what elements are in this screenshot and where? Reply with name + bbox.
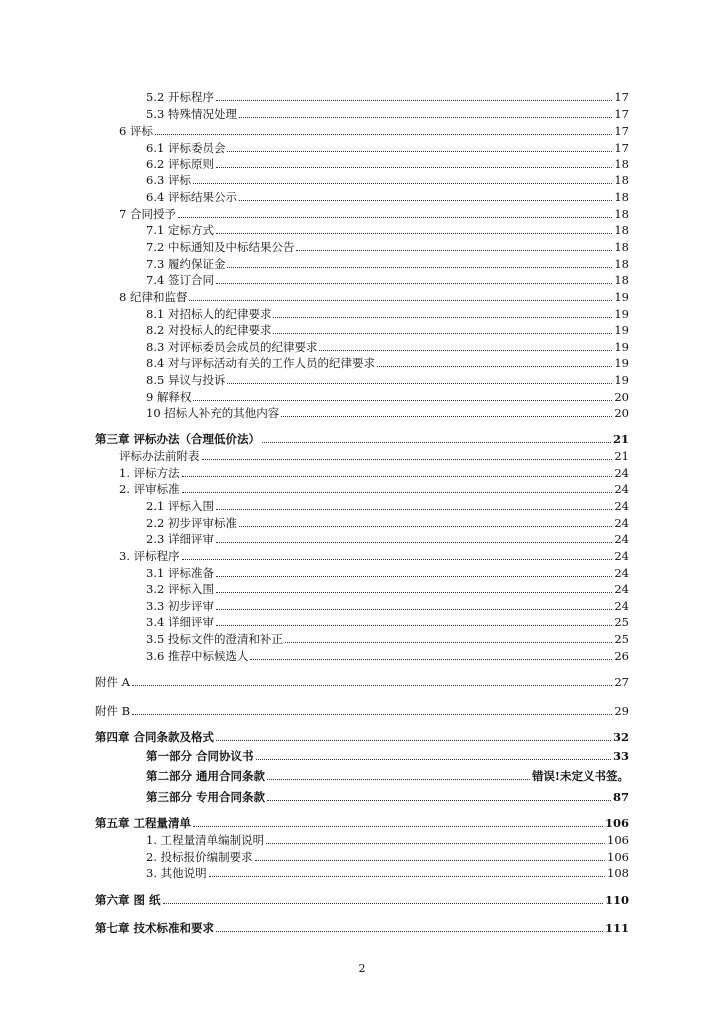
toc-entry-page: 18 bbox=[614, 240, 629, 254]
toc-entry-label: 5.3 特殊情况处理 bbox=[146, 107, 237, 121]
dot-leader bbox=[189, 286, 612, 301]
toc-entry-page: 24 bbox=[614, 499, 629, 513]
toc-entry[interactable] bbox=[146, 748, 629, 763]
toc-entry-label: 7.2 中标通知及中标结果公告 bbox=[146, 240, 295, 254]
toc-entry-page: 18 bbox=[614, 273, 629, 287]
dot-leader bbox=[267, 765, 530, 780]
page-number: 2 bbox=[358, 962, 366, 975]
dot-leader bbox=[267, 786, 611, 801]
toc-entry-label: 2.2 初步评审标准 bbox=[146, 516, 237, 530]
dot-leader bbox=[319, 336, 612, 351]
dot-leader bbox=[155, 120, 612, 135]
toc-entry-label: 6 评标 bbox=[119, 124, 153, 138]
toc-entry-label: 2. 投标报价编制要求 bbox=[146, 850, 253, 864]
toc-entry-page: 24 bbox=[614, 599, 629, 613]
toc-entry-label: 3.2 评标入围 bbox=[146, 582, 214, 596]
toc-entry[interactable] bbox=[95, 703, 629, 718]
toc-entry-page: 29 bbox=[614, 704, 629, 718]
toc-entry-label: 附件 A bbox=[95, 675, 130, 689]
toc-entry[interactable] bbox=[119, 289, 629, 304]
toc-entry-page: 24 bbox=[614, 549, 629, 563]
toc-entry-label: 3.1 评标准备 bbox=[146, 566, 214, 580]
dot-leader bbox=[216, 726, 611, 741]
toc-entry-label: 8.3 对评标委员会成员的纪律要求 bbox=[146, 340, 318, 354]
toc-entry-page: 19 bbox=[614, 323, 629, 337]
toc-entry-label: 6.1 评标委员会 bbox=[146, 141, 226, 155]
toc-entry-label: 3.6 推荐中标候选人 bbox=[146, 649, 249, 663]
toc-entry-page: 24 bbox=[614, 566, 629, 580]
dot-leader bbox=[377, 352, 612, 367]
toc-entry-label: 第一部分 合同协议书 bbox=[146, 749, 254, 763]
toc-entry-label: 评标办法前附表 bbox=[119, 449, 200, 463]
toc-entry-label: 第七章 技术标准和要求 bbox=[95, 921, 215, 935]
toc-entry-label: 6.2 评标原则 bbox=[146, 157, 214, 171]
dot-leader bbox=[273, 319, 612, 334]
dot-leader bbox=[193, 386, 612, 401]
dot-leader bbox=[202, 445, 613, 460]
toc-entry[interactable] bbox=[146, 222, 629, 237]
dot-leader bbox=[266, 829, 605, 844]
toc-entry[interactable] bbox=[146, 106, 629, 121]
dot-leader bbox=[227, 369, 612, 384]
toc-entry-page: 106 bbox=[607, 850, 629, 864]
dot-leader bbox=[132, 671, 612, 686]
toc-entry-page: 17 bbox=[614, 124, 629, 138]
toc-entry-label: 8 纪律和监督 bbox=[119, 290, 188, 304]
toc-entry-label: 第四章 合同条款及格式 bbox=[95, 730, 215, 744]
toc-entry-label: 10 招标人补充的其他内容 bbox=[146, 406, 280, 420]
dot-leader bbox=[182, 478, 613, 493]
dot-leader bbox=[216, 562, 612, 577]
toc-entry[interactable] bbox=[95, 892, 629, 907]
dot-leader bbox=[216, 578, 612, 593]
toc-entry[interactable] bbox=[146, 89, 629, 104]
toc-entry-page: 32 bbox=[612, 730, 629, 744]
toc-entry[interactable] bbox=[146, 355, 629, 370]
toc-entry[interactable] bbox=[146, 172, 629, 187]
toc-entry-label: 第五章 工程量清单 bbox=[95, 816, 192, 830]
toc-entry[interactable] bbox=[146, 789, 629, 804]
toc-entry-label: 3.3 初步评审 bbox=[146, 599, 214, 613]
toc-entry-page: 18 bbox=[614, 157, 629, 171]
toc-entry-label: 2. 评审标准 bbox=[119, 482, 180, 496]
toc-entry[interactable] bbox=[146, 405, 629, 420]
toc-entry-page: 18 bbox=[614, 190, 629, 204]
dot-leader bbox=[227, 253, 612, 268]
toc-entry[interactable] bbox=[146, 531, 629, 546]
toc-entry-page: 21 bbox=[612, 432, 629, 446]
toc-entry[interactable] bbox=[146, 498, 629, 513]
toc-entry-label: 1. 工程量清单编制说明 bbox=[146, 833, 265, 847]
dot-leader bbox=[285, 628, 612, 643]
toc-entry-page: 19 bbox=[614, 356, 629, 370]
dot-leader bbox=[250, 645, 612, 660]
dot-leader bbox=[132, 700, 612, 715]
toc-entry-page: 24 bbox=[614, 516, 629, 530]
toc-entry-label: 1. 评标方法 bbox=[119, 466, 180, 480]
toc-entry-label: 6.3 评标 bbox=[146, 173, 191, 187]
toc-entry-label: 2.3 详细评审 bbox=[146, 532, 214, 546]
toc-entry-page: 108 bbox=[607, 866, 629, 880]
toc-entry-label: 9 解释权 bbox=[146, 390, 192, 404]
dot-leader bbox=[193, 169, 612, 184]
toc-entry-page: 25 bbox=[614, 615, 629, 629]
toc-entry-label: 第三部分 专用合同条款 bbox=[146, 790, 266, 804]
toc-entry-label: 8.2 对投标人的纪律要求 bbox=[146, 323, 272, 337]
toc-entry-label: 第三章 评标办法（合理低价法） bbox=[95, 432, 261, 446]
toc-entry-page: 19 bbox=[614, 307, 629, 321]
toc-entry[interactable] bbox=[146, 239, 629, 254]
toc-entry-page: 24 bbox=[614, 582, 629, 596]
toc-entry[interactable] bbox=[146, 372, 629, 387]
toc-entry-page: 87 bbox=[612, 790, 629, 804]
toc-entry-page: 17 bbox=[614, 90, 629, 104]
toc-entry[interactable] bbox=[146, 631, 629, 646]
dot-leader bbox=[182, 545, 613, 560]
toc-entry-page: 24 bbox=[614, 482, 629, 496]
dot-leader bbox=[262, 428, 611, 443]
dot-leader bbox=[216, 269, 612, 284]
toc-entry[interactable] bbox=[119, 123, 629, 138]
dot-leader bbox=[273, 303, 612, 318]
toc-entry-page: 33 bbox=[612, 749, 629, 763]
toc-entry-page: 19 bbox=[614, 290, 629, 304]
toc-entry[interactable] bbox=[146, 832, 629, 847]
dot-leader bbox=[239, 103, 612, 118]
toc-entry-page: 24 bbox=[614, 466, 629, 480]
dot-leader bbox=[239, 512, 612, 527]
toc-entry-label: 7 合同授予 bbox=[119, 207, 176, 221]
toc-entry-page: 17 bbox=[614, 107, 629, 121]
toc-entry[interactable] bbox=[146, 581, 629, 596]
toc-entry-label: 第六章 图 纸 bbox=[95, 893, 161, 907]
toc-entry[interactable] bbox=[95, 431, 629, 446]
dot-leader bbox=[163, 889, 603, 904]
dot-leader bbox=[216, 153, 612, 168]
toc-entry-page: 26 bbox=[614, 649, 629, 663]
toc-entry[interactable] bbox=[119, 448, 629, 463]
toc-entry-label: 8.4 对与评标活动有关的工作人员的纪律要求 bbox=[146, 356, 375, 370]
toc-entry-label: 附件 B bbox=[95, 704, 131, 718]
toc-entry-label: 第二部分 通用合同条款 bbox=[146, 769, 266, 783]
dot-leader bbox=[216, 528, 612, 543]
dot-leader bbox=[182, 462, 613, 477]
toc-entry-page: 18 bbox=[614, 207, 629, 221]
toc-entry[interactable] bbox=[146, 614, 629, 629]
toc-entry-page: 25 bbox=[614, 632, 629, 646]
toc-entry-label: 5.2 开标程序 bbox=[146, 90, 214, 104]
dot-leader bbox=[281, 402, 612, 417]
toc-entry-page: 106 bbox=[604, 816, 629, 830]
toc-entry-label: 3. 评标程序 bbox=[119, 549, 180, 563]
dot-leader bbox=[216, 495, 612, 510]
toc-entry-page: 20 bbox=[614, 406, 629, 420]
dot-leader bbox=[178, 203, 612, 218]
dot-leader bbox=[256, 745, 611, 760]
toc-entry[interactable] bbox=[95, 729, 629, 744]
dot-leader bbox=[216, 595, 612, 610]
toc-entry[interactable] bbox=[146, 272, 629, 287]
toc-entry-page: 20 bbox=[614, 390, 629, 404]
toc-entry[interactable] bbox=[146, 865, 629, 880]
toc-entry-label: 7.4 签订合同 bbox=[146, 273, 214, 287]
toc-entry-page: 111 bbox=[604, 921, 629, 935]
dot-leader bbox=[209, 862, 605, 877]
toc-entry[interactable] bbox=[146, 648, 629, 663]
toc-entry[interactable] bbox=[95, 674, 629, 689]
toc-entry-label: 6.4 评标结果公示 bbox=[146, 190, 237, 204]
toc-entry-page: 19 bbox=[614, 373, 629, 387]
toc-entry-page: 17 bbox=[614, 141, 629, 155]
toc-entry-label: 8.5 异议与投诉 bbox=[146, 373, 226, 387]
toc-entry-page: 24 bbox=[614, 532, 629, 546]
toc-entry-page: 106 bbox=[607, 833, 629, 847]
toc-entry-label: 3.4 详细评审 bbox=[146, 615, 214, 629]
dot-leader bbox=[296, 236, 612, 251]
toc-entry-page: 110 bbox=[604, 893, 629, 907]
dot-leader bbox=[216, 611, 612, 626]
dot-leader bbox=[193, 812, 603, 827]
toc-entry[interactable] bbox=[146, 322, 629, 337]
toc-entry[interactable] bbox=[95, 920, 629, 935]
toc-entry-page: 18 bbox=[614, 223, 629, 237]
dot-leader bbox=[239, 186, 612, 201]
toc-entry-page: 18 bbox=[614, 173, 629, 187]
toc-entry-page: 19 bbox=[614, 340, 629, 354]
toc-entry-page: 18 bbox=[614, 257, 629, 271]
toc-entry-label: 8.1 对招标人的纪律要求 bbox=[146, 307, 272, 321]
dot-leader bbox=[216, 219, 612, 234]
toc-entry[interactable] bbox=[146, 189, 629, 204]
toc-entry-label: 7.1 定标方式 bbox=[146, 223, 214, 237]
toc-entry-label: 3. 其他说明 bbox=[146, 866, 207, 880]
toc-entry-page: 错误!未定义书签。 bbox=[531, 769, 629, 783]
toc-entry-page: 27 bbox=[614, 675, 629, 689]
toc-entry-label: 3.5 投标文件的澄清和补正 bbox=[146, 632, 283, 646]
dot-leader bbox=[216, 86, 612, 101]
dot-leader bbox=[255, 846, 605, 861]
toc-entry[interactable] bbox=[95, 815, 629, 830]
toc-entry[interactable] bbox=[119, 481, 629, 496]
toc-entry-label: 7.3 履约保证金 bbox=[146, 257, 226, 271]
toc-entry[interactable] bbox=[119, 548, 629, 563]
dot-leader bbox=[216, 917, 603, 932]
toc-entry[interactable] bbox=[146, 768, 629, 783]
toc-entry-label: 2.1 评标入围 bbox=[146, 499, 214, 513]
toc-entry-page: 21 bbox=[614, 449, 629, 463]
dot-leader bbox=[227, 137, 612, 152]
